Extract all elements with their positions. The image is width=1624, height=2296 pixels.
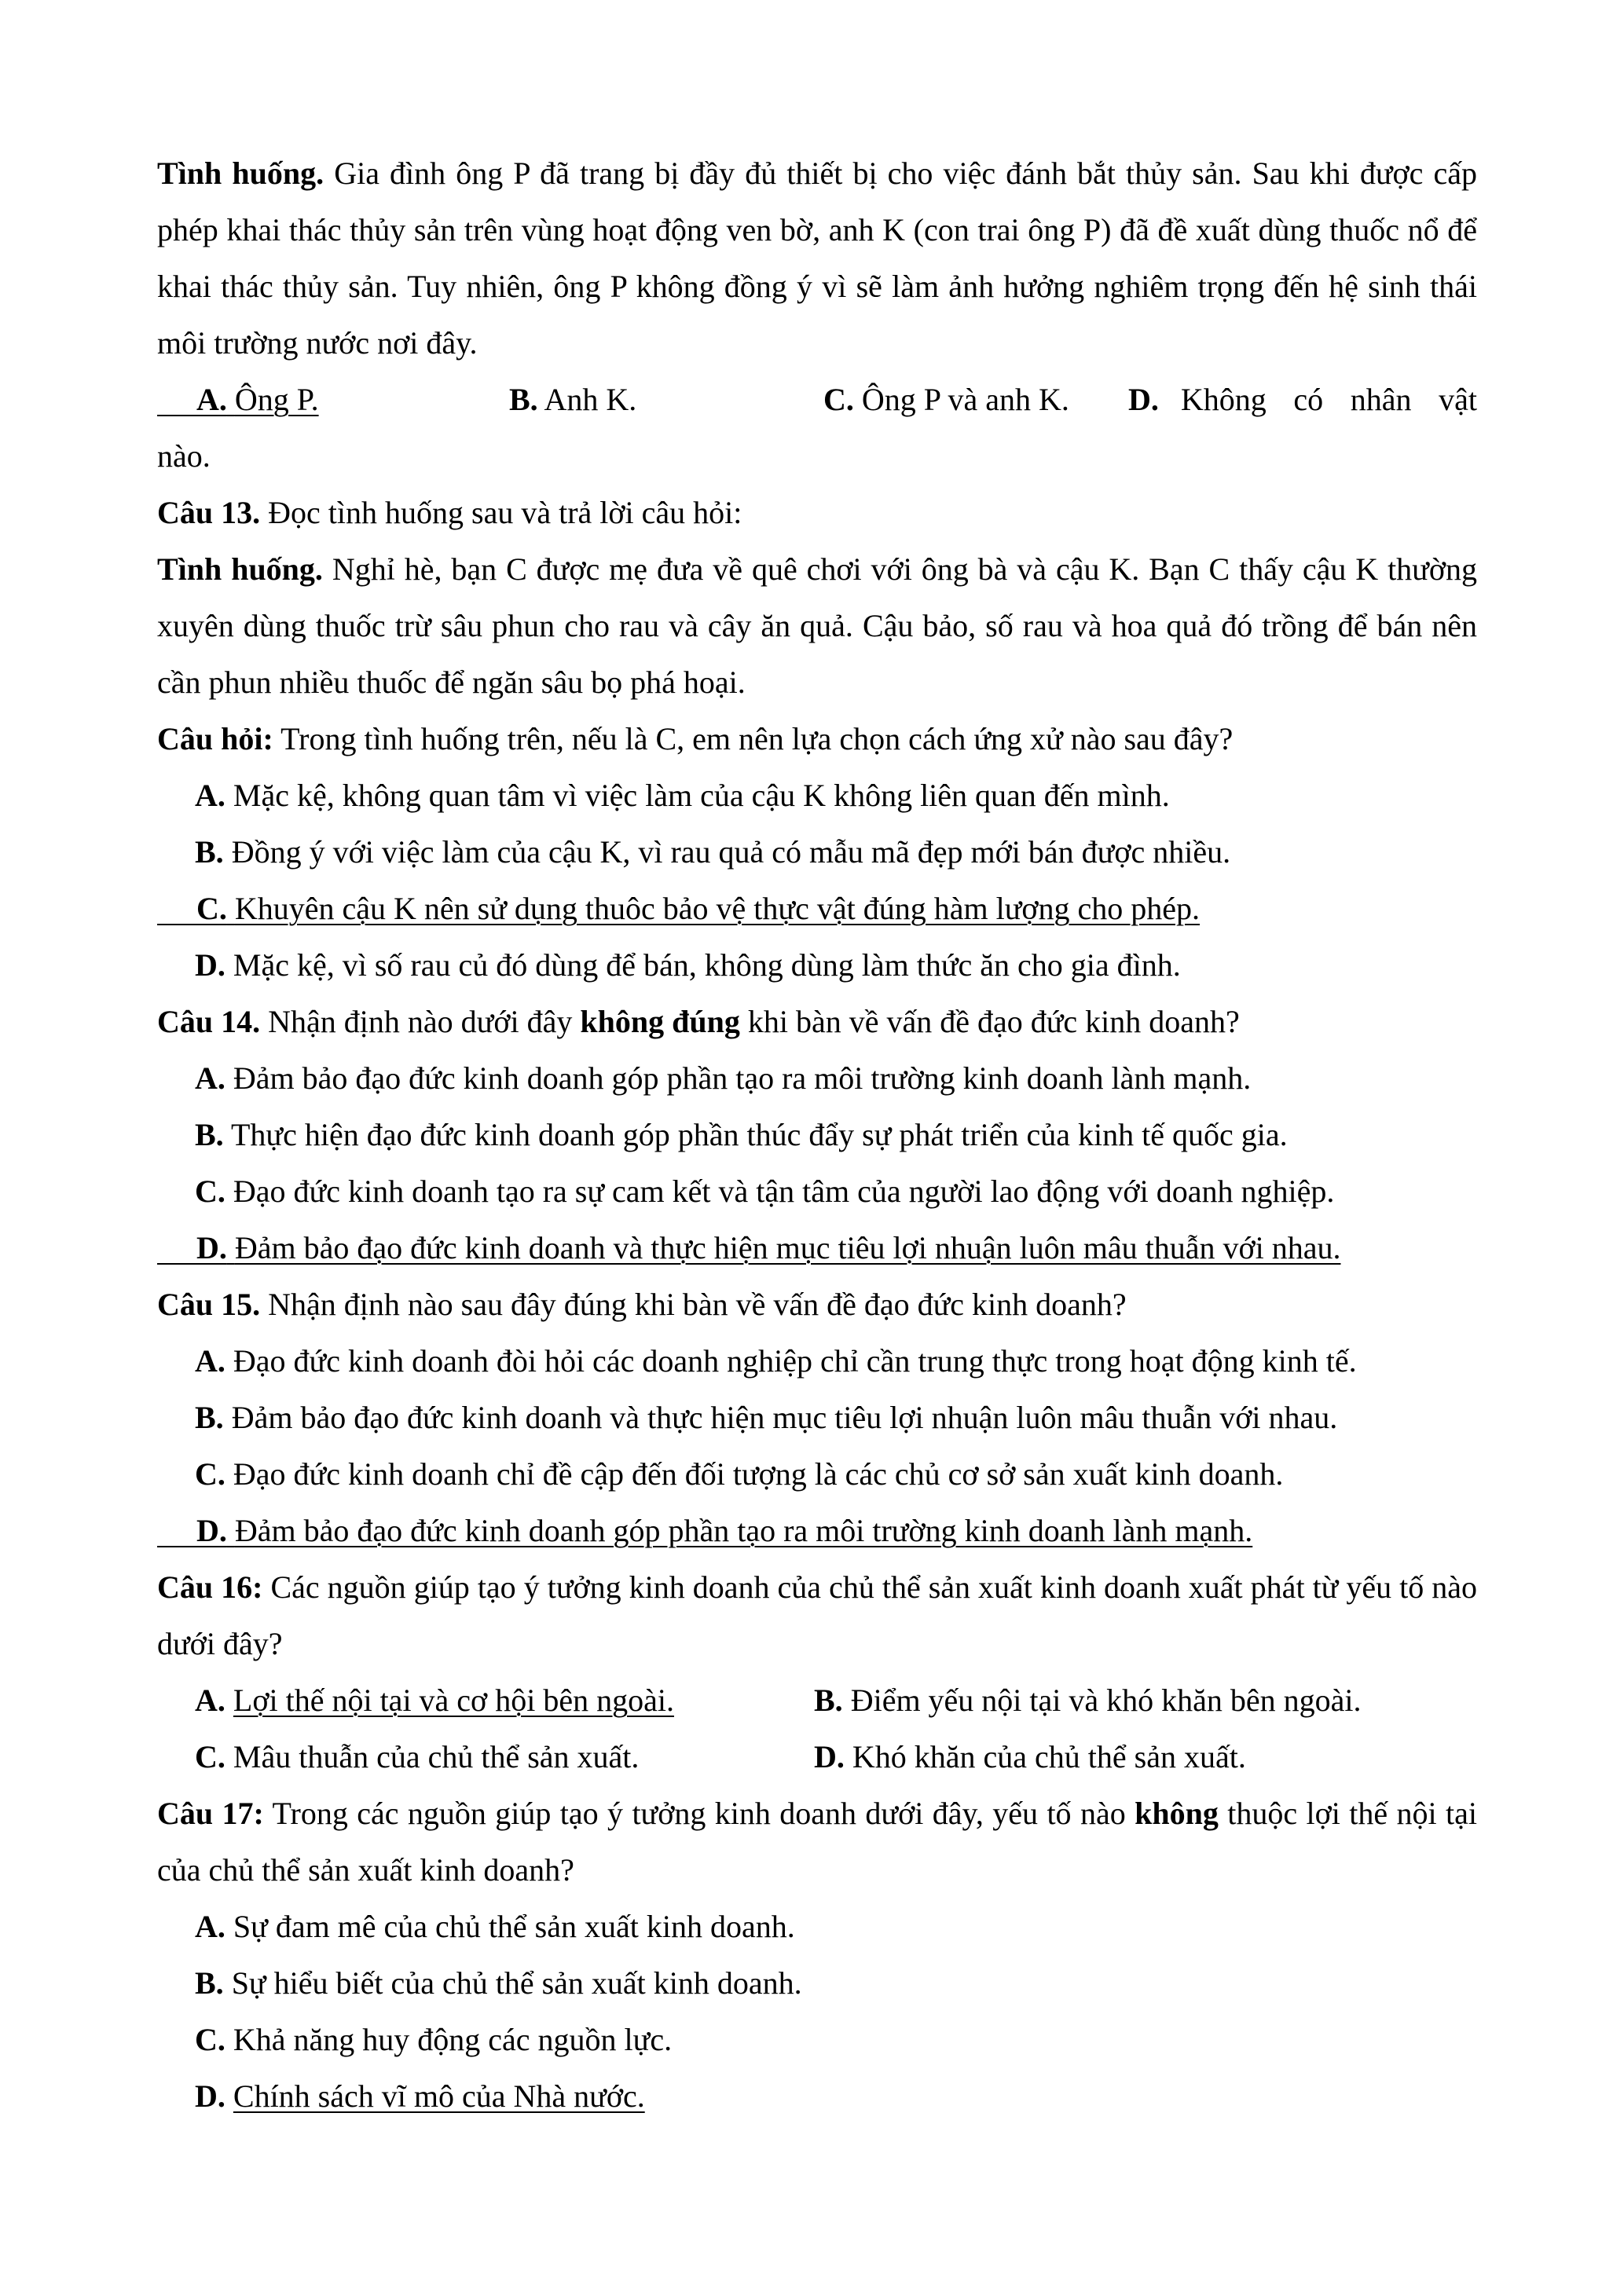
q15-option-c-text: Đạo đức kinh doanh chỉ đề cập đến đối tượng là các chủ cơ sở sản xuất kinh doanh. bbox=[233, 1456, 1284, 1492]
q15-option-d-text: Đảm bảo đạo đức kinh doanh góp phần tạo ra môi trường kinh doanh lành mạnh. bbox=[234, 1513, 1253, 1548]
q12-option-a bbox=[157, 372, 509, 428]
q12-option-b-letter: B. bbox=[509, 382, 538, 417]
q14-option-a-text: Đảm bảo đạo đức kinh doanh góp phần tạo ra môi trường kinh doanh lành mạnh. bbox=[233, 1060, 1252, 1096]
q15-option-c-letter: C. bbox=[195, 1456, 225, 1492]
q16-option-b-text: Điểm yếu nội tại và khó khăn bên ngoài. bbox=[850, 1683, 1362, 1718]
q16-text: Các nguồn giúp tạo ý tưởng kinh doanh của chủ thể sản xuất kinh doanh xuất phát từ yếu tố nào dưới đây? bbox=[157, 1569, 1478, 1661]
q15-option-d-underlined bbox=[157, 1513, 1252, 1548]
q17-option-d-text: Chính sách vĩ mô của Nhà nước. bbox=[233, 2078, 645, 2114]
q12-situation-text: Gia đình ông P đã trang bị đầy đủ thiết bị cho việc đánh bắt thủy sản. Sau khi được cấp phép khai thác thủy sản trên vùng hoạt động ven bờ, anh K (con trai ông P) đã đề xuất dùng thuốc nổ để khai thác thủy sản. Tuy nhiên, ông P không đồng ý vì sẽ làm ảnh hưởng nghiêm trọng đến hệ sinh thái môi trường nước nơi đây. bbox=[157, 156, 1478, 361]
q17-label: Câu 17: bbox=[157, 1796, 264, 1831]
q14-option-c-letter: C. bbox=[195, 1174, 225, 1209]
q17-option-b-letter: B. bbox=[195, 1965, 224, 2001]
q13-situation-text: Nghỉ hè, bạn C được mẹ đưa về quê chơi với ông bà và cậu K. Bạn C thấy cậu K thường xuyên dùng thuốc trừ sâu phun cho rau và cây ăn quả. Cậu bảo, số rau và hoa quả đó trồng để bán nên cần phun nhiều thuốc để ngăn sâu bọ phá hoại. bbox=[157, 551, 1478, 700]
q12-option-b bbox=[509, 372, 823, 428]
q14-text-after: khi bàn về vấn đề đạo đức kinh doanh? bbox=[747, 1004, 1240, 1039]
q13-option-d bbox=[157, 937, 1477, 994]
q16-heading bbox=[157, 1559, 1477, 1672]
q13-situation-label: Tình huống. bbox=[157, 551, 323, 587]
q14-option-b bbox=[157, 1107, 1477, 1163]
q14-text-before: Nhận định nào dưới đây bbox=[268, 1004, 573, 1039]
q13-prompt: Đọc tình huống sau và trả lời câu hỏi: bbox=[268, 495, 742, 530]
q13-heading bbox=[157, 485, 1477, 541]
q12-options bbox=[157, 372, 1477, 428]
q16-option-d-text: Khó khăn của chủ thể sản xuất. bbox=[852, 1739, 1246, 1774]
q12-option-c-text: Ông P và anh K. bbox=[861, 382, 1069, 417]
q17-heading bbox=[157, 1785, 1477, 1899]
q13-option-a bbox=[157, 767, 1477, 824]
q13-option-d-letter: D. bbox=[195, 947, 225, 983]
q17-text-after: thuộc lợi thế nội tại của chủ thể sản xuất kinh doanh? bbox=[157, 1796, 1477, 1888]
q16-option-c-text: Mâu thuẫn của chủ thể sản xuất. bbox=[233, 1739, 640, 1774]
q15-heading bbox=[157, 1276, 1477, 1333]
q12-situation bbox=[157, 145, 1477, 372]
document-page bbox=[157, 145, 1477, 2125]
q12-option-d-wrap: nào. bbox=[157, 438, 211, 474]
q13-question-text: Trong tình huống trên, nếu là C, em nên lựa chọn cách ứng xử nào sau đây? bbox=[280, 721, 1234, 756]
q17-option-a bbox=[157, 1899, 1477, 1955]
q12-option-b-text: Anh K. bbox=[544, 382, 637, 417]
q15-option-d bbox=[157, 1503, 1477, 1559]
q13-option-c bbox=[157, 881, 1477, 937]
q14-label: Câu 14. bbox=[157, 1004, 261, 1039]
q13-label: Câu 13. bbox=[157, 495, 261, 530]
q14-option-a-letter: A. bbox=[195, 1060, 225, 1096]
q15-option-c bbox=[157, 1446, 1477, 1503]
q15-option-b bbox=[157, 1390, 1477, 1446]
q15-option-b-text: Đảm bảo đạo đức kinh doanh và thực hiện mục tiêu lợi nhuận luôn mâu thuẫn với nhau. bbox=[231, 1400, 1338, 1435]
q17-text-before: Trong các nguồn giúp tạo ý tưởng kinh doanh dưới đây, yếu tố nào bbox=[272, 1796, 1126, 1831]
q15-option-b-letter: B. bbox=[195, 1400, 224, 1435]
q13-option-c-letter: C. bbox=[196, 891, 227, 926]
q13-option-a-text: Mặc kệ, không quan tâm vì việc làm của cậu K không liên quan đến mình. bbox=[233, 778, 1170, 813]
q16-label: Câu 16: bbox=[157, 1569, 263, 1605]
q12-option-d bbox=[1128, 372, 1477, 428]
q16-option-b bbox=[814, 1672, 1433, 1729]
q14-heading bbox=[157, 994, 1477, 1050]
q16-option-d-letter: D. bbox=[814, 1739, 845, 1774]
q16-options-row-2 bbox=[157, 1729, 1477, 1785]
q12-option-d-text: Không có nhân vật bbox=[1180, 382, 1477, 417]
q14-option-c-text: Đạo đức kinh doanh tạo ra sự cam kết và tận tâm của người lao động với doanh nghiệp. bbox=[233, 1174, 1335, 1209]
q14-option-d-letter: D. bbox=[196, 1230, 227, 1265]
q15-text: Nhận định nào sau đây đúng khi bàn về vấn đề đạo đức kinh doanh? bbox=[268, 1287, 1127, 1322]
q14-option-c bbox=[157, 1163, 1477, 1220]
q13-situation bbox=[157, 541, 1477, 711]
q13-option-b bbox=[157, 824, 1477, 881]
q17-option-b-text: Sự hiểu biết của chủ thể sản xuất kinh doanh. bbox=[231, 1965, 802, 2001]
q13-option-c-text: Khuyên cậu K nên sử dụng thuôc bảo vệ thực vật đúng hàm lượng cho phép. bbox=[234, 891, 1201, 926]
q13-option-c-underlined bbox=[157, 891, 1200, 926]
q17-option-a-letter: A. bbox=[195, 1909, 225, 1944]
q12-option-a-letter: A. bbox=[196, 382, 227, 417]
q15-option-d-letter: D. bbox=[196, 1513, 227, 1548]
q13-option-b-text: Đồng ý với việc làm của cậu K, vì rau quả có mẫu mã đẹp mới bán được nhiều. bbox=[231, 834, 1231, 870]
q16-option-c bbox=[195, 1729, 814, 1785]
q13-question bbox=[157, 711, 1477, 767]
q17-option-c-letter: C. bbox=[195, 2022, 225, 2057]
q16-option-a-text: Lợi thế nội tại và cơ hội bên ngoài. bbox=[233, 1683, 674, 1718]
q12-option-d-letter: D. bbox=[1128, 382, 1159, 417]
q15-option-a-letter: A. bbox=[195, 1343, 225, 1379]
q17-option-a-text: Sự đam mê của chủ thể sản xuất kinh doanh. bbox=[233, 1909, 795, 1944]
q12-option-c-letter: C. bbox=[823, 382, 854, 417]
q16-option-c-letter: C. bbox=[195, 1739, 225, 1774]
q17-option-c bbox=[157, 2012, 1477, 2068]
q16-option-b-letter: B. bbox=[814, 1683, 843, 1718]
q14-text-bold: không đúng bbox=[580, 1004, 740, 1039]
q12-option-c bbox=[823, 372, 1128, 428]
q14-option-b-text: Thực hiện đạo đức kinh doanh góp phần thúc đẩy sự phát triển của kinh tế quốc gia. bbox=[230, 1117, 1288, 1152]
q14-option-d-text: Đảm bảo đạo đức kinh doanh và thực hiện mục tiêu lợi nhuận luôn mâu thuẫn với nhau. bbox=[234, 1230, 1341, 1265]
q13-option-a-letter: A. bbox=[195, 778, 225, 813]
q17-option-c-text: Khả năng huy động các nguồn lực. bbox=[233, 2022, 673, 2057]
q14-option-d bbox=[157, 1220, 1477, 1276]
q12-situation-label: Tình huống. bbox=[157, 156, 324, 191]
q14-option-d-underlined bbox=[157, 1230, 1340, 1265]
q16-options-row-1 bbox=[157, 1672, 1477, 1729]
q12-option-a-text: Ông P. bbox=[234, 382, 319, 417]
q16-option-d bbox=[814, 1729, 1433, 1785]
q17-option-d bbox=[157, 2068, 1477, 2125]
q13-option-d-text: Mặc kệ, vì số rau củ đó dùng để bán, không dùng làm thức ăn cho gia đình. bbox=[233, 947, 1181, 983]
q16-option-a bbox=[195, 1672, 814, 1729]
q14-option-a bbox=[157, 1050, 1477, 1107]
q15-option-a bbox=[157, 1333, 1477, 1390]
q13-option-b-letter: B. bbox=[195, 834, 224, 870]
q17-option-d-letter: D. bbox=[195, 2078, 225, 2114]
q15-option-a-text: Đạo đức kinh doanh đòi hỏi các doanh nghiệp chỉ cần trung thực trong hoạt động kinh tế. bbox=[233, 1343, 1357, 1379]
q15-label: Câu 15. bbox=[157, 1287, 261, 1322]
q13-question-label: Câu hỏi: bbox=[157, 721, 273, 756]
q17-option-b bbox=[157, 1955, 1477, 2012]
q14-option-b-letter: B. bbox=[195, 1117, 224, 1152]
q16-option-a-letter: A. bbox=[195, 1683, 225, 1718]
q17-text-bold: không bbox=[1135, 1796, 1219, 1831]
